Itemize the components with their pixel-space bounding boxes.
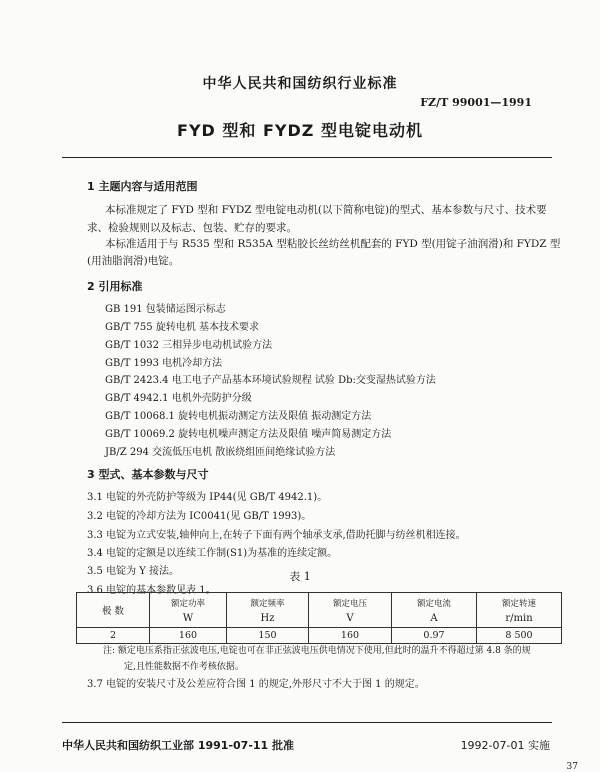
document-title: FYD 型和 FYDZ 型电锭电动机 (177, 121, 423, 140)
table-header-row (77, 593, 562, 628)
header-poles: 极 数 (77, 593, 150, 628)
table-caption: 表 1 (289, 570, 311, 583)
clause-3-7: 3.7 电锭的安装尺寸及公差应符合图 1 的规定,外形尺寸不大于图 1 的规定。 (87, 679, 425, 690)
reference-standard: GB/T 10069.2 旋转电机噪声测定方法及限值 噪声简易测定方法 (105, 429, 392, 440)
section-1-para-1-line-1: 本标准规定了 FYD 型和 FYDZ 型电锭电动机(以下简称电锭)的型式、基本参数与尺寸、技术要 (105, 204, 547, 216)
approval-line: 中华人民共和国纺织工业部 1991-07-11 批准 (62, 739, 295, 752)
reference-standard: GB/T 2423.4 电工电子产品基本环境试验规程 试验 Db:交变湿热试验方法 (105, 375, 436, 386)
cell-frequency: 150 (227, 628, 309, 644)
header-rated-current-name: 额定电流 (416, 598, 451, 609)
reference-standard: GB 191 包装储运图示标志 (105, 304, 226, 315)
clause-3-3: 3.3 电锭为立式安装,轴伸向上,在转子下面有两个轴承支承,借助托脚与纺丝机相连接。 (87, 530, 466, 541)
header-rated-current-unit: A (430, 612, 438, 624)
issuing-body: 中华人民共和国纺织行业标准 (202, 76, 398, 92)
header-rated-speed (477, 593, 562, 628)
clause-3-2: 3.2 电锭的冷却方法为 IC0041(见 GB/T 1993)。 (87, 511, 312, 522)
header-rated-voltage-name: 额定电压 (332, 598, 367, 609)
cell-current: 0.97 (392, 628, 477, 644)
reference-standard: GB/T 1993 电机冷却方法 (105, 358, 223, 369)
header-rated-speed-unit: r/min (505, 612, 533, 624)
section-1-para-2-line-1: 本标准适用于与 R535 型和 R535A 型粘胶长丝纺丝机配套的 FYD 型(用锭子油润滑)和 FYDZ 型 (105, 238, 561, 250)
header-rated-power-unit: W (182, 612, 194, 624)
reference-standard: GB/T 755 旋转电机 基本技术要求 (105, 322, 259, 333)
reference-standard: GB/T 10068.1 旋转电机振动测定方法及限值 振动测定方法 (105, 411, 372, 422)
section-2-heading: 2 引用标准 (87, 280, 143, 293)
table-row (77, 628, 562, 644)
cell-voltage: 160 (309, 628, 392, 644)
implementation-date: 1992-07-01 实施 (460, 739, 550, 752)
clause-3-5: 3.5 电锭为 Y 接法。 (87, 566, 180, 577)
basic-parameters-table (76, 592, 562, 644)
reference-standard: GB/T 1032 三相异步电动机试验方法 (105, 340, 273, 351)
section-1-para-2-line-2: (用油脂润滑)电锭。 (87, 255, 180, 267)
page-number: 37 (566, 762, 578, 772)
clause-3-6: 3.6 电锭的基本参数见表 1。 (87, 585, 216, 596)
header-rated-frequency-unit: Hz (260, 612, 275, 624)
reference-standard: JB/Z 294 交流低压电机 散嵌绕组匝间绝缘试验方法 (105, 447, 336, 458)
reference-standard: GB/T 4942.1 电机外壳防护分级 (105, 393, 252, 404)
header-rule (62, 157, 552, 158)
footer-rule (62, 722, 552, 723)
cell-poles: 2 (77, 628, 150, 644)
header-rated-frequency-name: 额定频率 (250, 598, 285, 609)
cell-power: 160 (150, 628, 227, 644)
clause-3-4: 3.4 电锭的定额是以连续工作制(S1)为基准的连续定额。 (87, 548, 338, 559)
section-3-heading: 3 型式、基本参数与尺寸 (87, 468, 209, 481)
table-note-line-2: 定,且性能数据不作考核依据。 (124, 662, 244, 672)
table-note-line-1: 注: 额定电压系指正弦波电压,电锭也可在非正弦波电压供电情况下使用,但此时的温升不得超过第 4.8 条的规 (103, 646, 531, 656)
header-rated-frequency (227, 593, 309, 628)
header-rated-power (150, 593, 227, 628)
header-rated-power-name: 额定功率 (170, 598, 205, 609)
clause-3-1: 3.1 电锭的外壳防护等级为 IP44(见 GB/T 4942.1)。 (87, 492, 328, 503)
section-1-para-1-line-2: 求、检验规则以及标志、包装、贮存的要求。 (87, 222, 297, 234)
section-1-heading: 1 主题内容与适用范围 (87, 180, 198, 193)
standard-number: FZ/T 99001—1991 (420, 96, 532, 109)
cell-speed: 8 500 (477, 628, 562, 644)
header-rated-voltage-unit: V (346, 612, 354, 624)
header-rated-voltage (309, 593, 392, 628)
header-rated-current (392, 593, 477, 628)
header-rated-speed-name: 额定转速 (501, 598, 536, 609)
